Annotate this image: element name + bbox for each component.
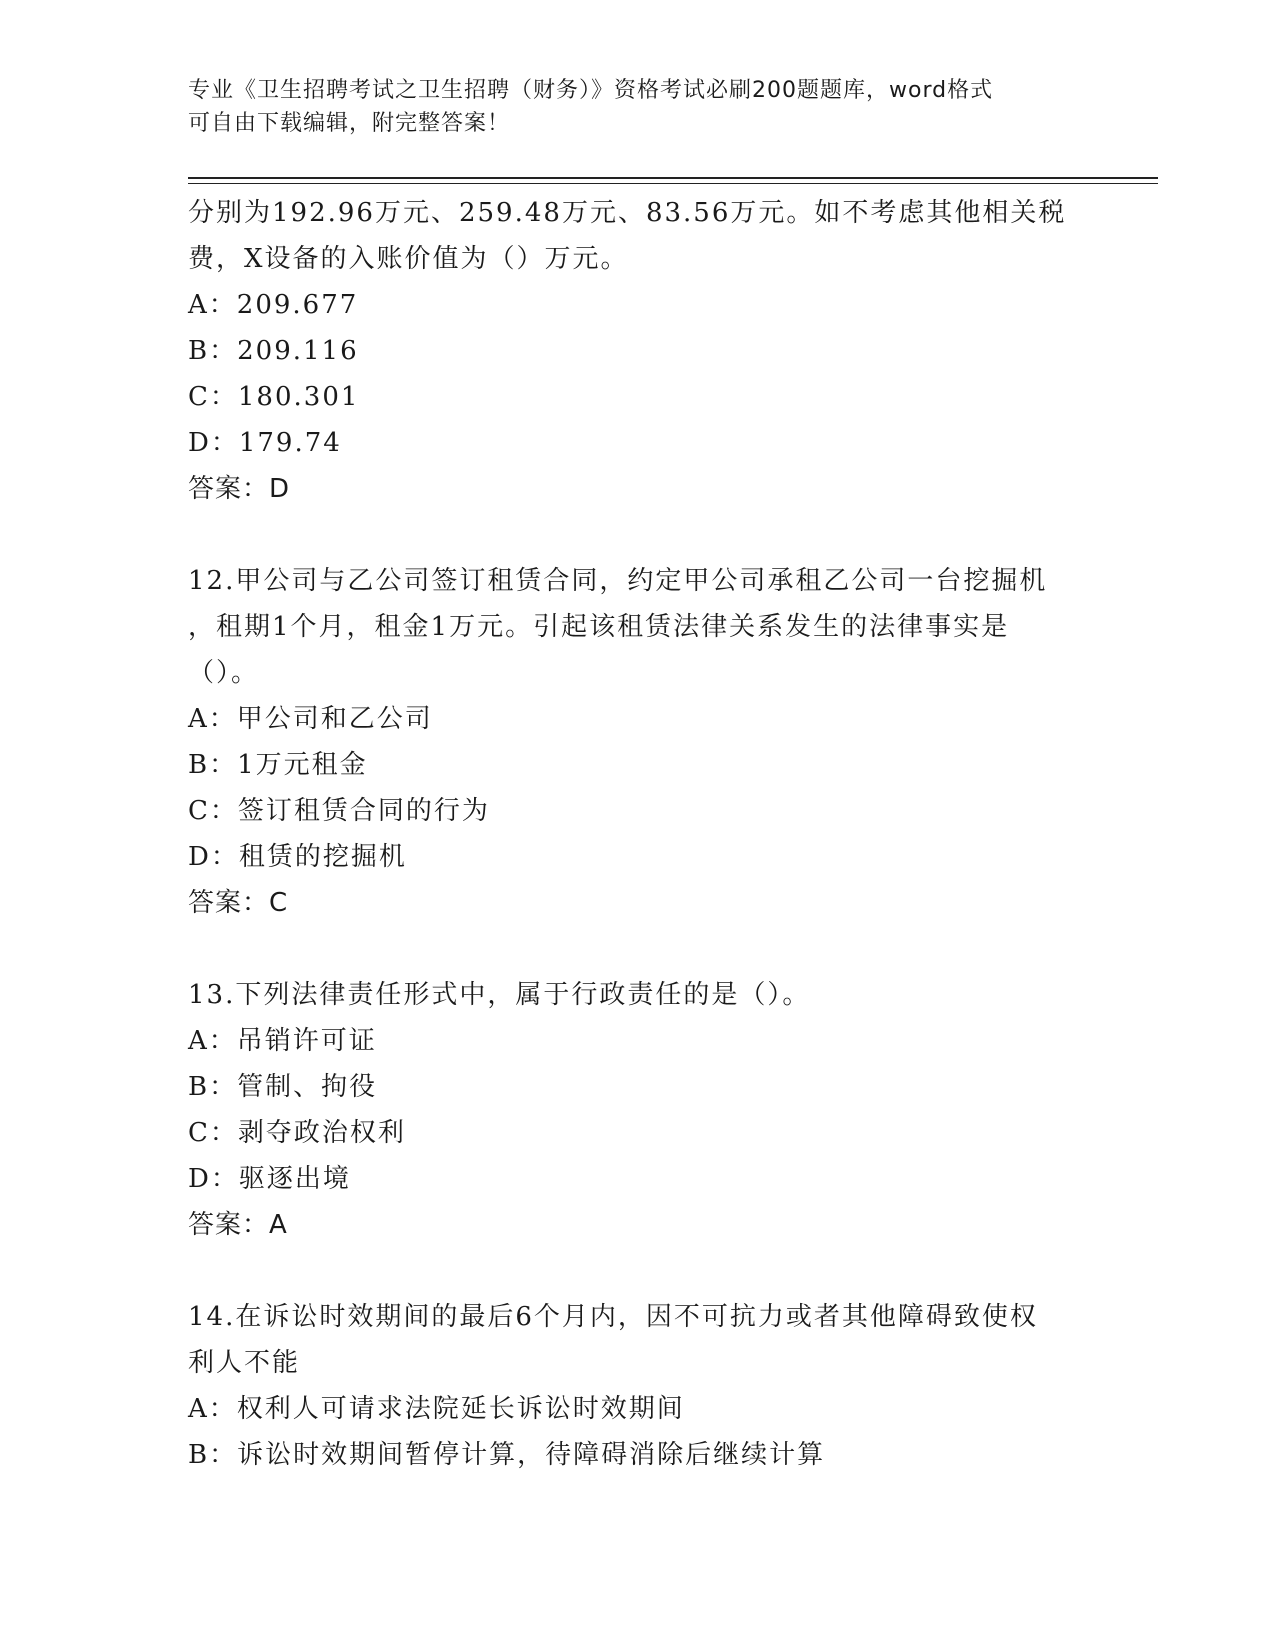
option-a: A：209.677	[188, 290, 359, 320]
question-stem-line: 12.甲公司与乙公司签订租赁合同，约定甲公司承租乙公司一台挖掘机	[188, 566, 1048, 596]
answer-label: 答案：C	[188, 888, 289, 918]
question-stem-line: 13.下列法律责任形式中，属于行政责任的是（）。	[188, 980, 811, 1010]
option-d: D：179.74	[188, 428, 342, 458]
option-c: C：剥夺政治权利	[188, 1118, 406, 1148]
question-11	[188, 190, 1088, 512]
header-divider-thin	[188, 183, 1158, 184]
header-divider-thick	[188, 177, 1158, 179]
question-13	[188, 972, 1088, 1248]
page-header	[188, 74, 1088, 140]
option-d: D：租赁的挖掘机	[188, 842, 407, 872]
question-stem-line: 费，X设备的入账价值为（）万元。	[188, 244, 629, 274]
option-b: B：管制、拘役	[188, 1072, 378, 1102]
option-c: C：180.301	[188, 382, 360, 412]
option-b: B：209.116	[188, 336, 359, 366]
question-spacer	[188, 512, 1088, 558]
question-14	[188, 1294, 1088, 1478]
question-stem-line: 利人不能	[188, 1348, 301, 1378]
option-b: B：诉讼时效期间暂停计算，待障碍消除后继续计算	[188, 1440, 826, 1470]
answer-label: 答案：A	[188, 1210, 288, 1240]
answer-label: 答案：D	[188, 474, 291, 504]
option-d: D：驱逐出境	[188, 1164, 351, 1194]
question-stem-line: 14.在诉讼时效期间的最后6个月内，因不可抗力或者其他障碍致使权	[188, 1302, 1038, 1332]
question-stem-line: ，租期1个月，租金1万元。引起该租赁法律关系发生的法律事实是	[188, 612, 1010, 642]
option-a: A：甲公司和乙公司	[188, 704, 433, 734]
header-line-2: 可自由下载编辑，附完整答案！	[188, 111, 511, 136]
option-c: C：签订租赁合同的行为	[188, 796, 490, 826]
question-spacer	[188, 1248, 1088, 1294]
option-a: A：权利人可请求法院延长诉讼时效期间	[188, 1394, 685, 1424]
question-spacer	[188, 926, 1088, 972]
option-b: B：1万元租金	[188, 750, 368, 780]
question-12	[188, 558, 1088, 926]
header-line-1: 专业《卫生招聘考试之卫生招聘（财务）》资格考试必刷200题题库，word格式	[188, 78, 994, 103]
question-stem-line: （）。	[188, 658, 260, 688]
question-stem-line: 分别为192.96万元、259.48万元、83.56万元。如不考虑其他相关税	[188, 198, 1067, 228]
option-a: A：吊销许可证	[188, 1026, 377, 1056]
question-list	[188, 190, 1088, 1478]
